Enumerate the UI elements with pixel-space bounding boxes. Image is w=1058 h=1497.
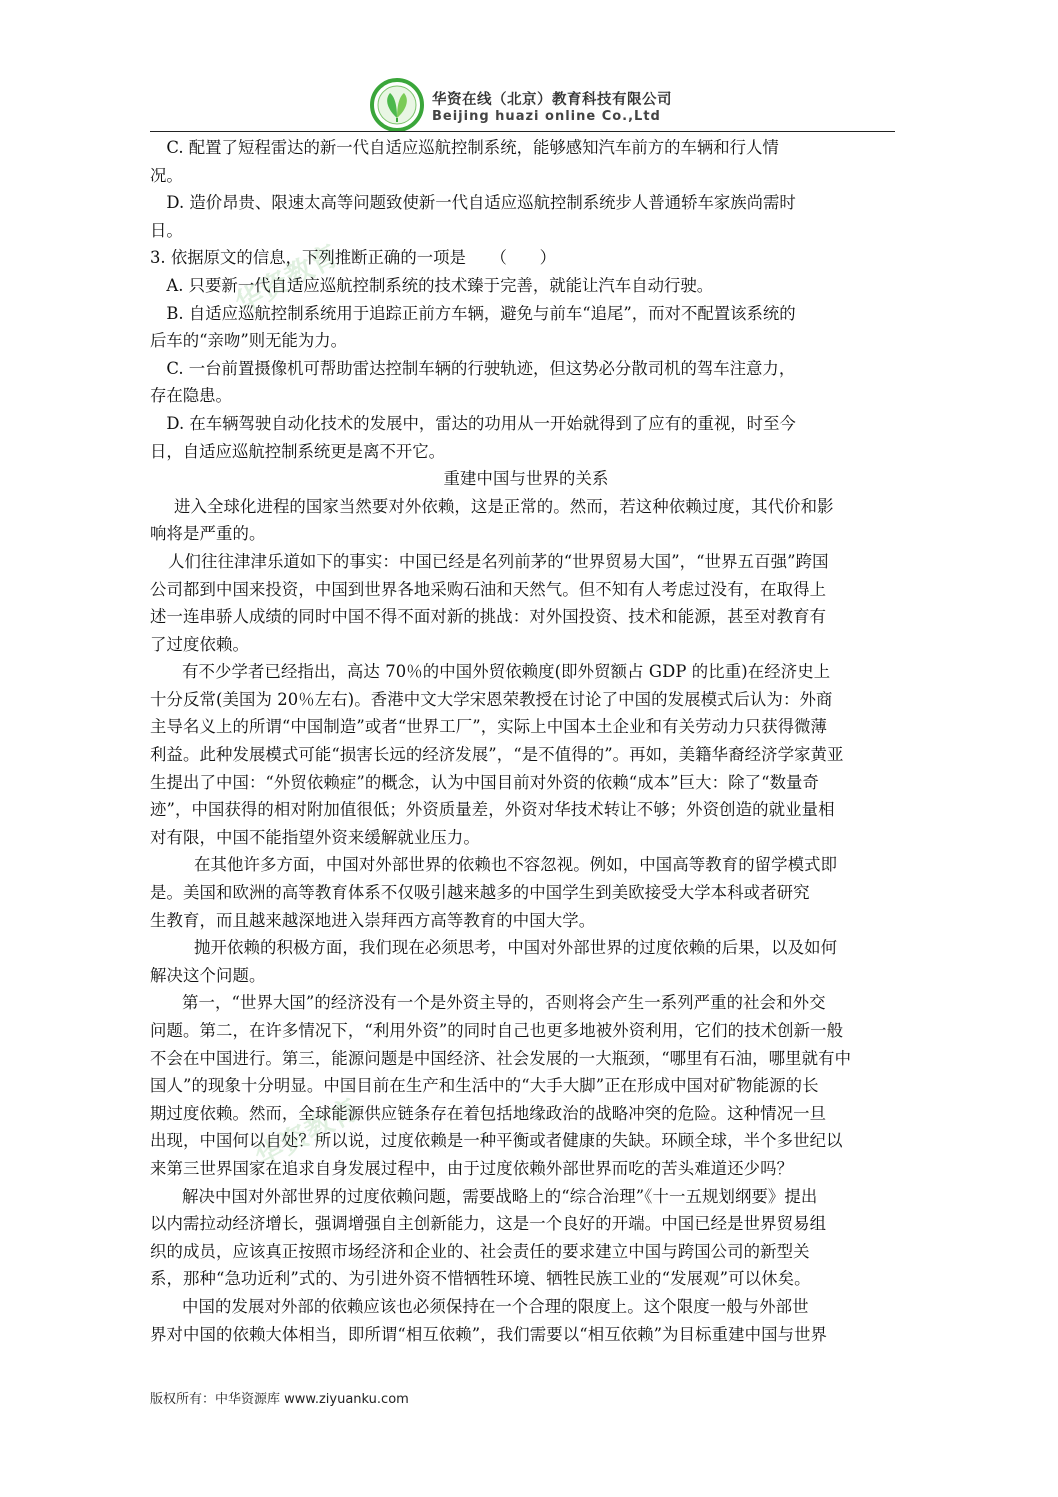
text-line: 日，自适应巡航控制系统更是离不开它。 [150,441,446,461]
text-line: 述一连串骄人成绩的同时中国不得不面对新的挑战：对外国投资、技术和能源，甚至对教育有 [150,607,827,627]
page-footer: 版权所有：中华资源库 www.ziyuanku.com [150,1392,409,1407]
text-line: 生教育，而且越来越深地进入崇拜西方高等教育的中国大学。 [150,910,596,930]
header-divider [150,131,895,132]
text-line: 在其他许多方面，中国对外部世界的依赖也不容忽视。例如，中国高等教育的留学模式即 [194,855,838,875]
question-section [150,134,902,465]
text-line: 公司都到中国来投资，中国到世界各地采购石油和天然气。但不知有人考虑过没有，在取得上 [150,579,827,599]
text-line: 出现，中国何以自处？所以说，过度依赖是一种平衡或者健康的失缺。环顾全球，半个多世纪以 [150,1131,843,1151]
text-line: 解决中国对外部世界的过度依赖问题，需要战略上的“综合治理”《十一五规划纲要》提出 [182,1186,818,1206]
text-line: 主导名义上的所谓“中国制造”或者“世界工厂”，实际上中国本土企业和有关劳动力只获得微薄 [150,717,828,737]
company-name-cn: 华资在线（北京）教育科技有限公司 [432,92,672,108]
question-heading: 3. 依据原文的信息，下列推断正确的一项是 （ ） [150,248,557,268]
text-line: 中国的发展对外部的依赖应该也必须保持在一个合理的限度上。这个限度一般与外部世 [182,1296,809,1316]
text-line: 况。 [150,165,183,185]
text-line: 以内需拉动经济增长，强调增强自主创新能力，这是一个良好的开端。中国已经是世界贸易组 [150,1214,827,1234]
text-line: 是。美国和欧洲的高等教育体系不仅吸引越来越多的中国学生到美欧接受大学本科或者研究 [150,883,810,903]
text-line: 界对中国的依赖大体相当，即所谓“相互依赖”，我们需要以“相互依赖”为目标重建中国与世界 [150,1324,828,1344]
text-line: 国人”的现象十分明显。中国目前在生产和生活中的“大手大脚”正在形成中国对矿物能源的长 [150,1076,819,1096]
text-line: 有不少学者已经指出，高达 70％的中国外贸依赖度(即外贸额占 GDP 的比重)在经济史上 [182,662,831,682]
essay-title: 重建中国与世界的关系 [443,469,609,489]
text-line: 日。 [150,220,183,240]
document-body [150,134,902,1348]
text-line: 织的成员，应该真正按照市场经济和企业的、社会责任的要求建立中国与跨国公司的新型关 [150,1241,810,1261]
text-line: 响将是严重的。 [150,524,266,544]
text-line: 存在隐患。 [150,386,232,406]
text-line: 不会在中国进行。第三，能源问题是中国经济、社会发展的一大瓶颈，“哪里有石油，哪里就有中 [150,1048,852,1068]
essay-section [150,465,902,1348]
text-line: 系，那种“急功近利”式的、为引进外资不惜牺牲环境、牺牲民族工业的“发展观”可以休矣。 [150,1269,811,1289]
text-line: 人们往往津津乐道如下的事实：中国已经是名列前茅的“世界贸易大国”，“世界五百强”跨国 [168,551,829,571]
option-line: C. 一台前置摄像机可帮助雷达控制车辆的行驶轨迹，但这势必分散司机的驾车注意力， [150,358,796,378]
company-name-en: Beijing huazi online Co.,Ltd [432,109,661,124]
watermark: 华资教育 [229,238,344,321]
text-line: 解决这个问题。 [150,965,266,985]
text-line: 第一，“世界大国”的经济没有一个是外资主导的，否则将会产生一系列严重的社会和外交 [182,993,826,1013]
text-line: C. 配置了短程雷达的新一代自适应巡航控制系统，能够感知汽车前方的车辆和行人情 [150,138,779,157]
text-line: 了过度依赖。 [150,634,249,654]
company-logo-icon [370,78,424,132]
text-line: 问题。第二，在许多情况下，“利用外资”的同时自己也更多地被外资利用，它们的技术创新一般 [150,1021,844,1040]
option-line: D. 在车辆驾驶自动化技术的发展中，雷达的功用从一开始就得到了应有的重视，时至今 [150,413,796,433]
text-line: 十分反常(美国为 20％左右)。香港中文大学宋恩荣教授在讨论了中国的发展模式后认为：外商 [150,689,833,709]
text-line: 生提出了中国：“外贸依赖症”的概念，认为中国目前对外资的依赖“成本”巨大：除了“数量奇 [150,772,820,792]
text-line: 期过度依赖。然而，全球能源供应链条存在着包括地缘政治的战略冲突的危险。这种情况一旦 [150,1103,827,1123]
text-line: 迹”，中国获得的相对附加值很低；外资质量差，外资对华技术转让不够；外资创造的就业量相 [150,800,835,820]
option-line: B. 自适应巡航控制系统用于追踪正前方车辆，避免与前车“追尾”，而对不配置该系统的 [150,303,796,323]
page-header [370,76,690,132]
text-line: 进入全球化进程的国家当然要对外依赖，这是正常的。然而，若这种依赖过度，其代价和影 [174,496,834,516]
text-line: 利益。此种发展模式可能“损害长远的经济发展”，“是不值得的”。再如，美籍华裔经济学家黄亚 [150,745,844,765]
text-line: 来第三世界国家在追求自身发展过程中，由于过度依赖外部世界而吃的苦头难道还少吗？ [150,1158,794,1178]
text-line: D. 造价昂贵、限速太高等问题致使新一代自适应巡航控制系统步人普通轿车家族尚需时 [150,193,796,213]
text-line: 对有限，中国不能指望外资来缓解就业压力。 [150,827,480,847]
text-line: 抛开依赖的积极方面，我们现在必须思考，中国对外部世界的过度依赖的后果，以及如何 [194,938,838,958]
watermark: 华资教育 [249,1092,364,1175]
text-line: 后车的“亲吻”则无能为力。 [150,331,348,351]
option-line: A. 只要新一代自适应巡航控制系统的技术臻于完善，就能让汽车自动行驶。 [150,275,714,295]
